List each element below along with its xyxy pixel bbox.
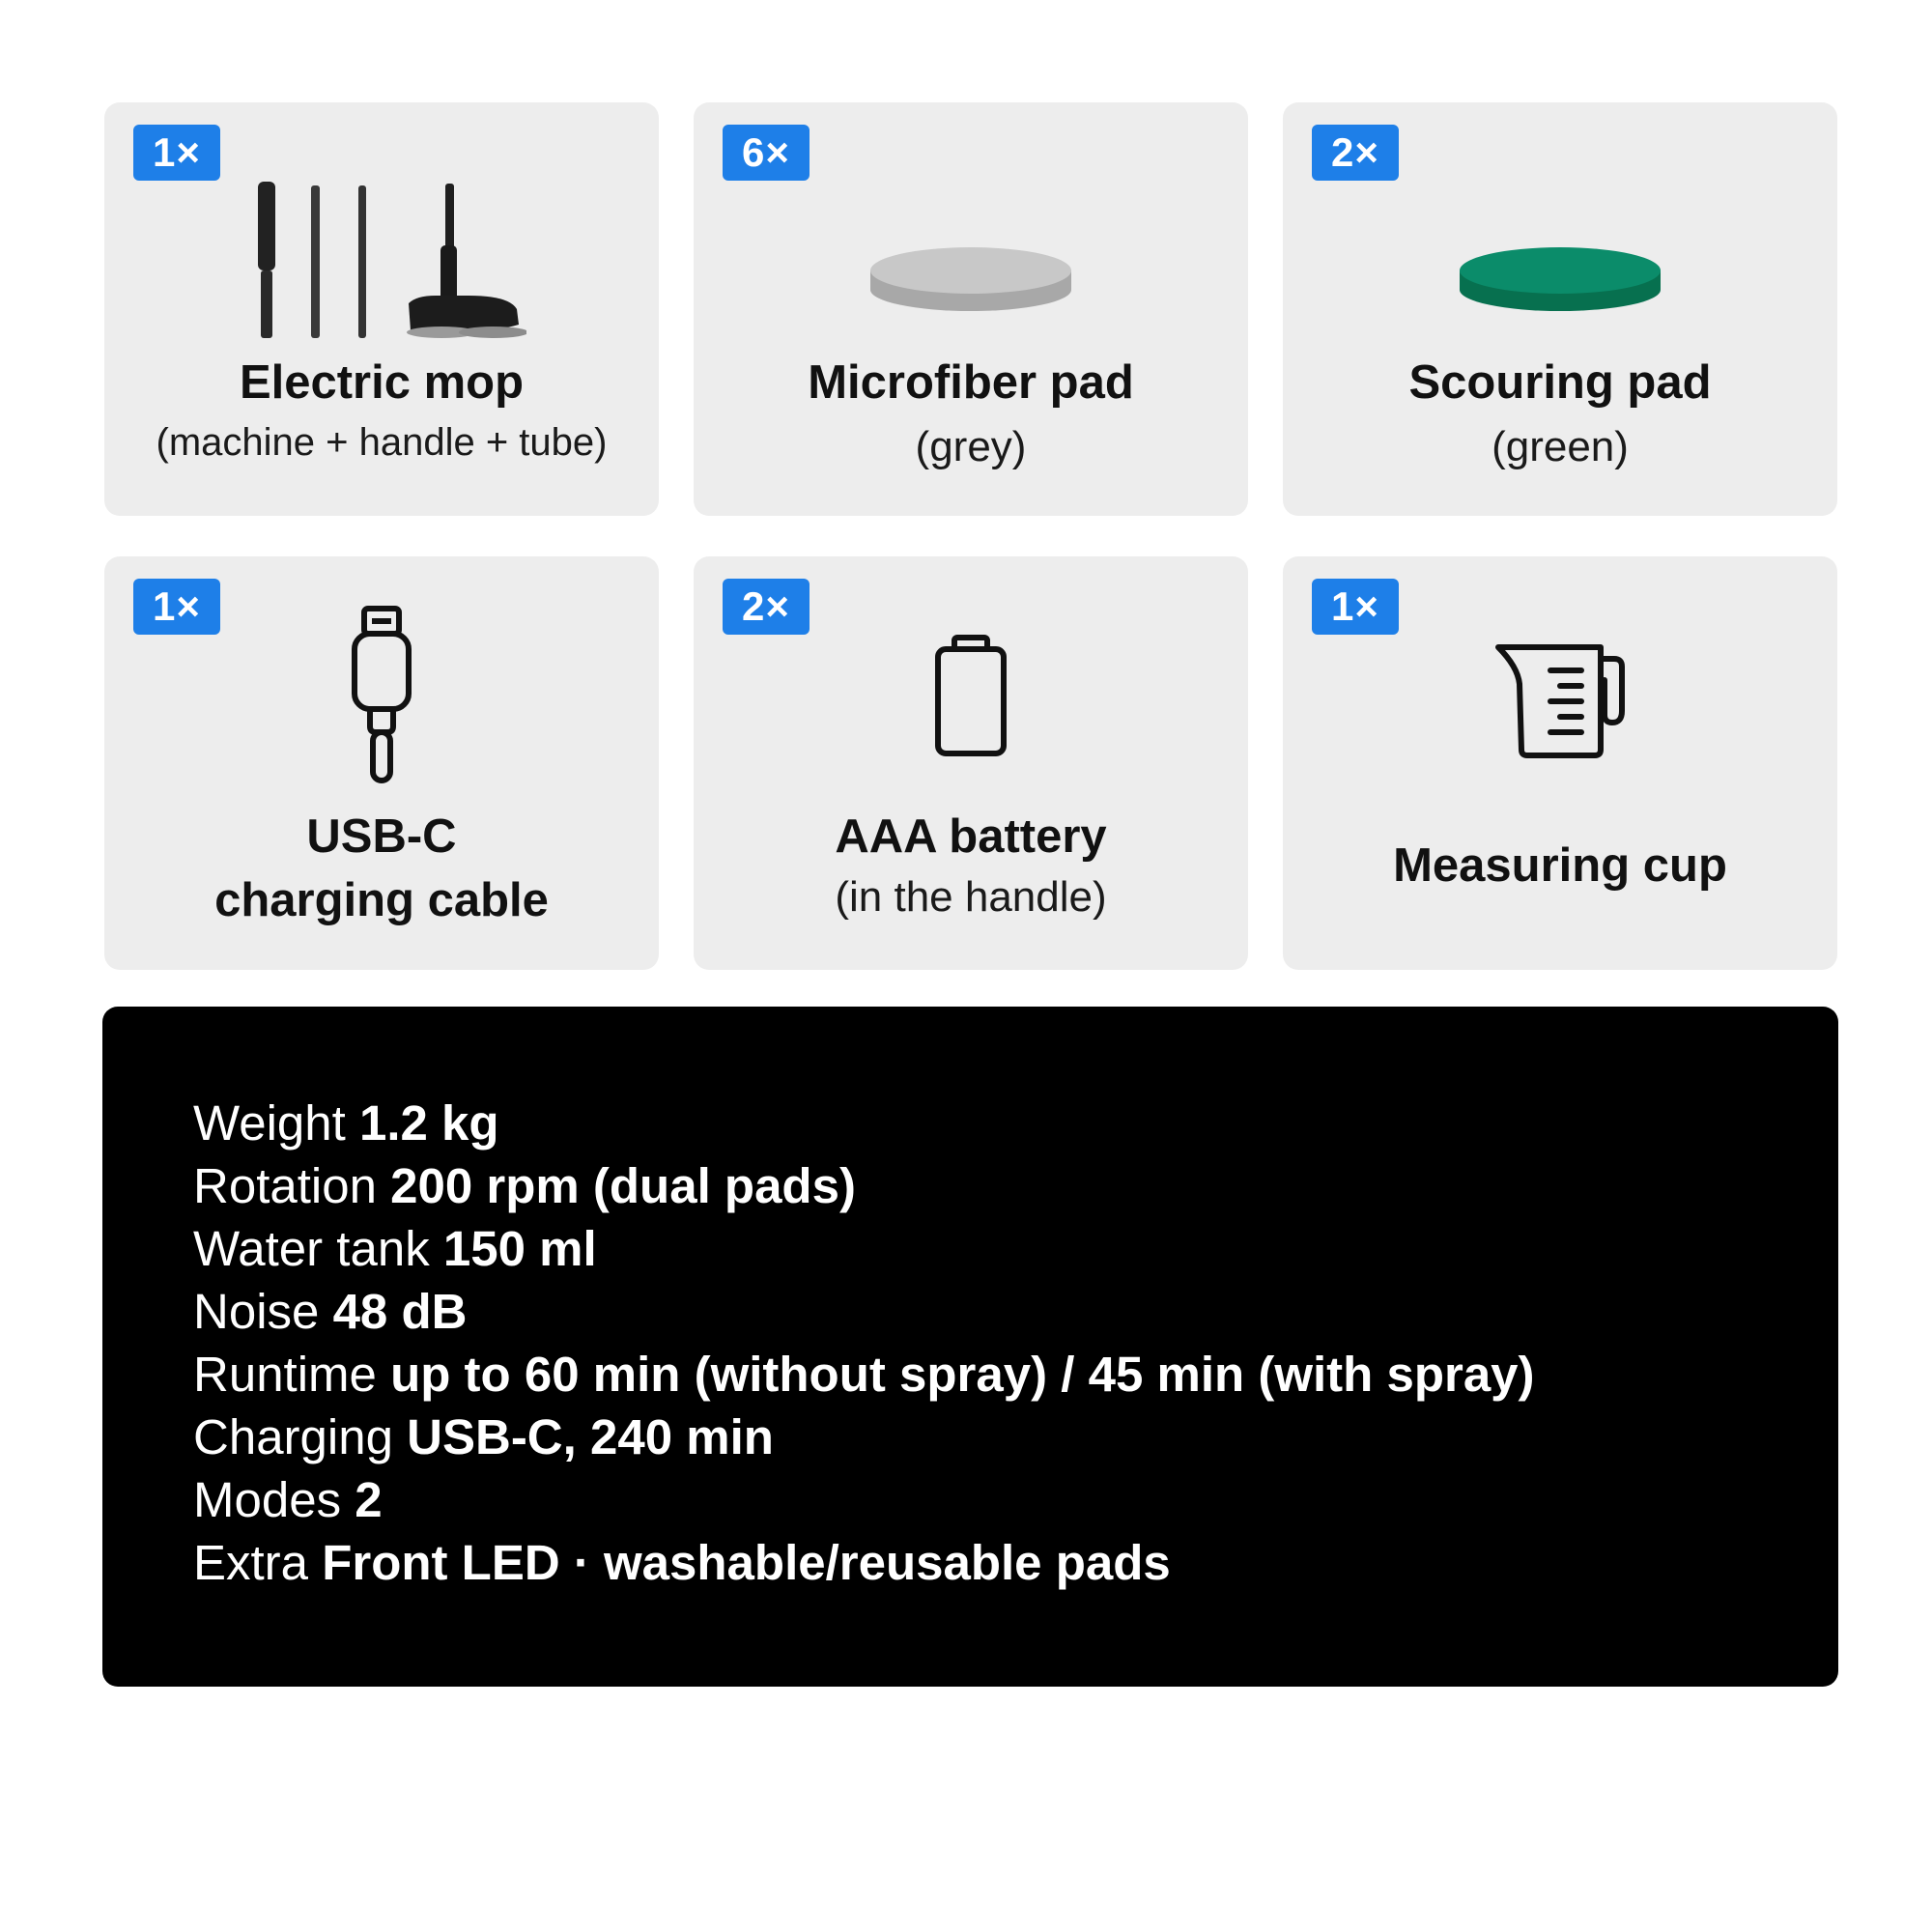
spec-row-runtime [193,1343,1535,1406]
spec-label: Noise [193,1284,320,1339]
spec-label: Modes [193,1472,342,1527]
spec-label: Weight [193,1095,346,1151]
quantity-badge: 1× [133,125,220,181]
battery-icon [694,634,1248,764]
spec-value: 2 [355,1472,383,1527]
item-subtitle: (in the handle) [835,873,1107,921]
item-card-scouring-pad [1283,102,1837,516]
spec-list [193,1092,1535,1594]
item-card-electric-mop [104,102,659,516]
specifications-panel [102,1007,1838,1687]
item-card-aaa-battery [694,556,1248,970]
item-title: Scouring pad [1408,356,1712,409]
spec-label: Rotation [193,1158,377,1213]
quantity-badge: 2× [723,579,810,635]
electric-mop-parts-image [104,178,659,347]
quantity-badge: 1× [1312,579,1399,635]
spec-value: up to 60 min (without spray) / 45 min (with spray) [390,1347,1535,1402]
item-card-microfiber-pad [694,102,1248,516]
spec-row-rotation [193,1154,1535,1217]
item-subtitle: (green) [1492,423,1629,470]
spec-row-extra [193,1531,1535,1594]
item-title: AAA battery [835,810,1107,863]
spec-label: Charging [193,1409,393,1464]
spec-row-charging [193,1406,1535,1468]
measuring-cup-icon [1283,641,1837,768]
item-subtitle: (machine + handle + tube) [156,421,608,464]
spec-value: 48 dB [332,1284,468,1339]
spec-label: Water tank [193,1221,430,1276]
item-card-usb-c-cable [104,556,659,970]
spec-value: 200 rpm (dual pads) [390,1158,856,1213]
spec-row-noise [193,1280,1535,1343]
green-pad-image [1283,240,1837,322]
spec-label: Extra [193,1535,309,1590]
item-title: Measuring cup [1393,839,1727,892]
item-subtitle: (grey) [915,423,1027,470]
usb-c-cable-icon [104,605,659,789]
item-title-line1: USB-C [306,810,457,863]
spec-value: 1.2 kg [358,1095,499,1151]
item-title-line2: charging cable [214,874,549,926]
grey-pad-image [694,240,1248,322]
spec-row-modes [193,1468,1535,1531]
quantity-badge: 2× [1312,125,1399,181]
item-title: Electric mop [239,356,525,409]
spec-value: 150 ml [442,1221,597,1276]
spec-value: USB-C, 240 min [407,1409,774,1464]
quantity-badge: 1× [133,579,220,635]
quantity-badge: 6× [723,125,810,181]
spec-row-water-tank [193,1217,1535,1280]
spec-value: Front LED · washable/reusable pads [322,1535,1171,1590]
spec-label: Runtime [193,1347,377,1402]
item-title: Microfiber pad [808,356,1134,409]
item-card-measuring-cup [1283,556,1837,970]
spec-row-weight [193,1092,1535,1154]
